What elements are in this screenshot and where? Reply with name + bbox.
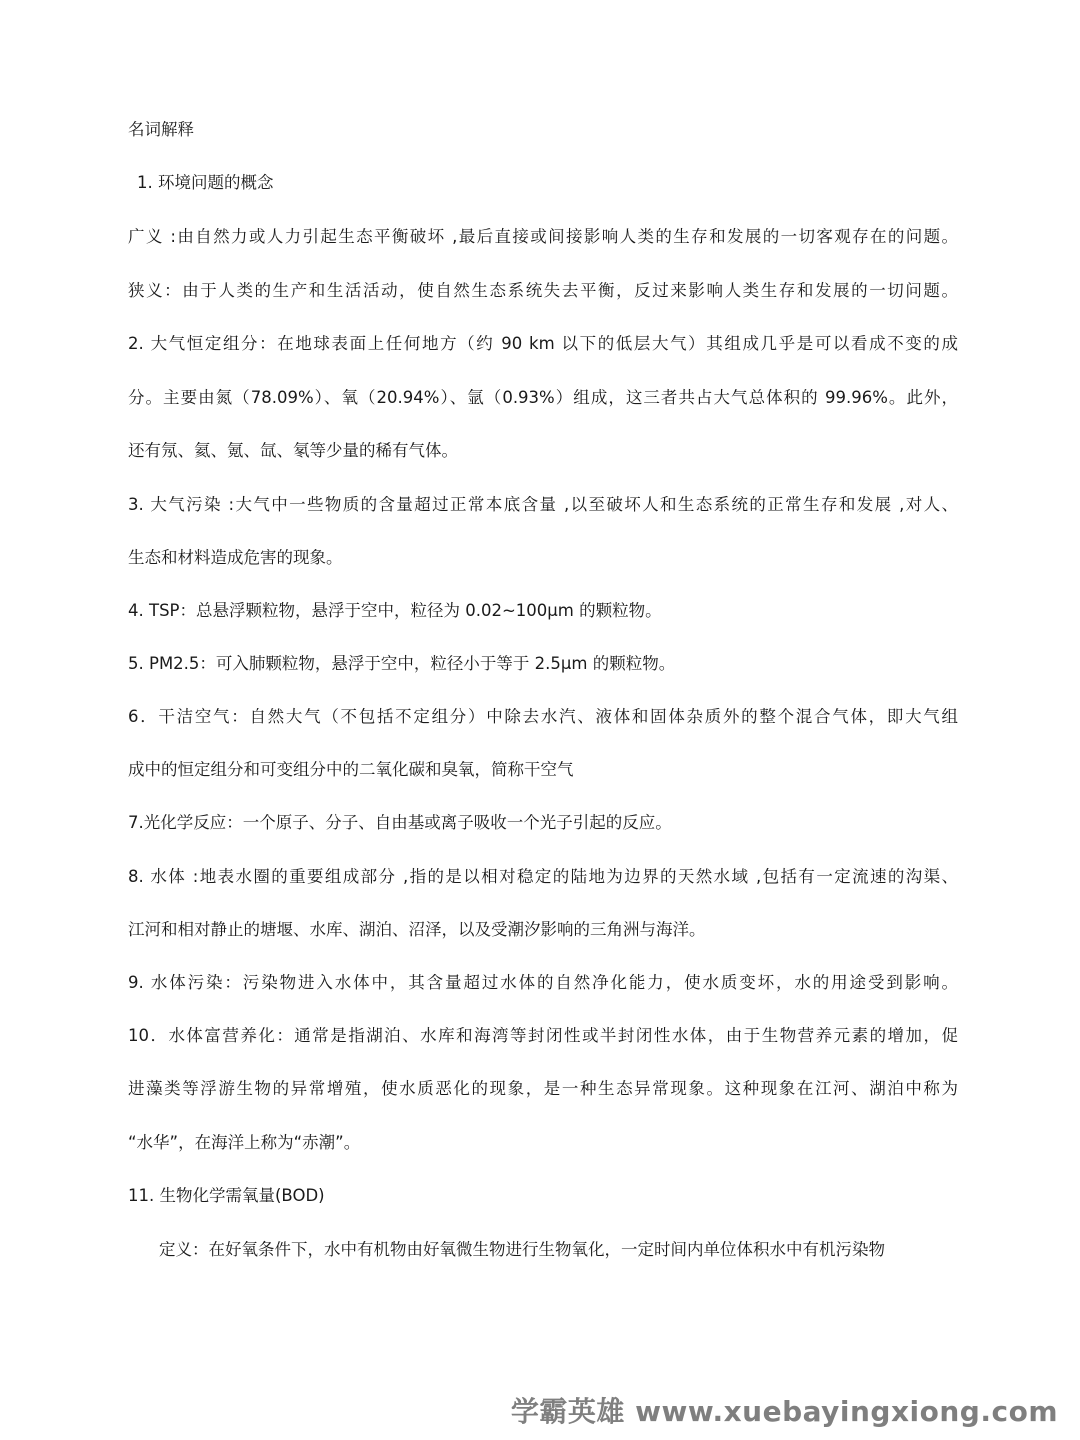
term-11-title: 11. 生物化学需氧量(BOD) bbox=[128, 1186, 325, 1205]
term-2-line-1: 2. 大气恒定组分：在地球表面上任何地方（约 90 km 以下的低层大气）其组成几乎是可以看成不变的成 bbox=[128, 334, 958, 353]
term-1-broad-definition: 广义 :由自然力或人力引起生态平衡破坏 ,最后直接或间接影响人类的生存和发展的一切客观存在的问题。 bbox=[128, 227, 958, 246]
term-10-line-2: 进藻类等浮游生物的异常增殖，使水质恶化的现象，是一种生态异常现象。这种现象在江河、湖泊中称为 bbox=[128, 1079, 958, 1098]
term-11-definition: 定义：在好氧条件下，水中有机物由好氧微生物进行生物氧化，一定时间内单位体积水中有机污染物 bbox=[159, 1240, 885, 1259]
term-1-title: 1. 环境问题的概念 bbox=[137, 173, 274, 192]
document-heading: 名词解释 bbox=[128, 120, 194, 139]
term-10-line-3: “水华”，在海洋上称为“赤潮”。 bbox=[128, 1133, 361, 1152]
term-1-narrow-definition: 狭义：由于人类的生产和生活活动，使自然生态系统失去平衡，反过来影响人类生存和发展的一切问题。 bbox=[128, 281, 958, 300]
term-7: 7.光化学反应：一个原子、分子、自由基或离子吸收一个光子引起的反应。 bbox=[128, 813, 672, 832]
term-10-line-1: 10．水体富营养化：通常是指湖泊、水库和海湾等封闭性或半封闭性水体，由于生物营养元素的增加，促 bbox=[128, 1026, 958, 1045]
site-watermark: 学霸英雄 www.xuebayingxiong.com bbox=[510, 1395, 1058, 1428]
term-8-line-2: 江河和相对静止的塘堰、水库、湖泊、沼泽，以及受潮汐影响的三角洲与海洋。 bbox=[128, 920, 706, 939]
term-2-line-3: 还有氖、氦、氪、氙、氡等少量的稀有气体。 bbox=[128, 441, 458, 460]
term-3-line-2: 生态和材料造成危害的现象。 bbox=[128, 548, 343, 567]
term-9: 9. 水体污染：污染物进入水体中，其含量超过水体的自然净化能力，使水质变坏，水的用途受到影响。 bbox=[128, 973, 958, 992]
term-3-line-1: 3. 大气污染 :大气中一些物质的含量超过正常本底含量 ,以至破坏人和生态系统的正常生存和发展 ,对人、 bbox=[128, 495, 958, 514]
term-4: 4. TSP：总悬浮颗粒物，悬浮于空中，粒径为 0.02~100μm 的颗粒物。 bbox=[128, 601, 662, 620]
term-2-line-2: 分。主要由氮（78.09%）、氧（20.94%）、氩（0.93%）组成，这三者共占大气总体积的 99.96%。此外， bbox=[128, 388, 958, 407]
term-8-line-1: 8. 水体 :地表水圈的重要组成部分 ,指的是以相对稳定的陆地为边界的天然水域 ,包括有一定流速的沟渠、 bbox=[128, 867, 958, 886]
term-6-line-2: 成中的恒定组分和可变组分中的二氧化碳和臭氧，简称干空气 bbox=[128, 760, 574, 779]
term-6-line-1: 6．干洁空气：自然大气（不包括不定组分）中除去水汽、液体和固体杂质外的整个混合气体，即大气组 bbox=[128, 707, 958, 726]
term-5: 5. PM2.5：可入肺颗粒物，悬浮于空中，粒径小于等于 2.5μm 的颗粒物。 bbox=[128, 654, 676, 673]
